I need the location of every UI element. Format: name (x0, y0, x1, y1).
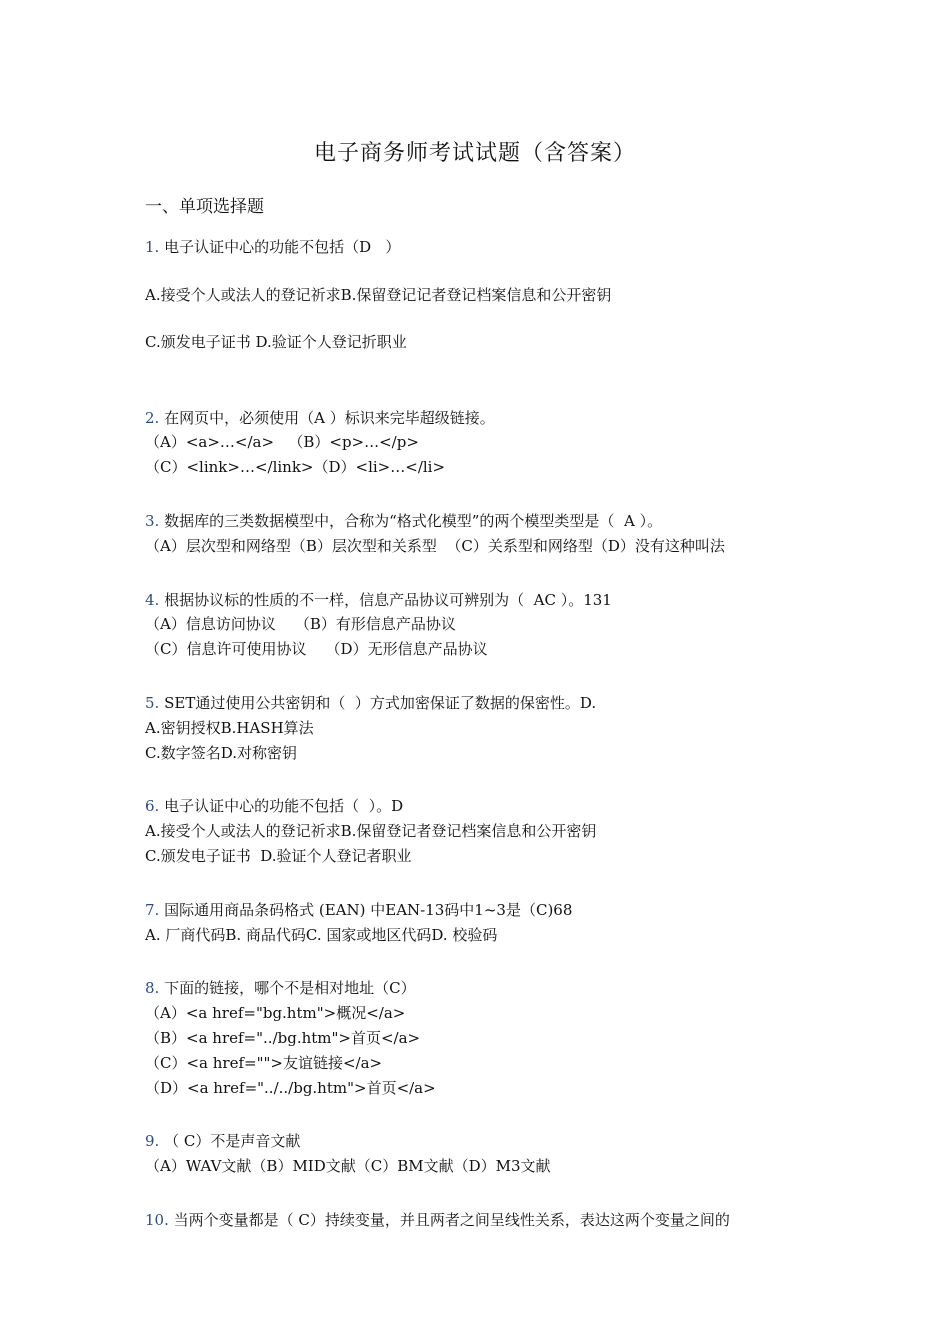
question-text: 数据库的三类数据模型中，合称为“格式化模型”的两个模型类型是（ A ）。 (164, 512, 663, 530)
question-3-option-line: （A）层次型和网络型（B）层次型和关系型 （C）关系型和网络型（D）没有这种叫法 (145, 537, 725, 555)
question-text: （ C）不是声音文献 (164, 1132, 301, 1150)
question-number: 3 (145, 512, 155, 530)
question-7-option-line: A. 厂商代码B. 商品代码C. 国家或地区代码D. 校验码 (145, 926, 498, 944)
question-number: 1 (145, 238, 155, 256)
question-1: 1. 电子认证中心的功能不包括（D ） (145, 238, 401, 256)
question-2: 2. 在网页中，必须使用（A ）标识来完毕超级链接。 (145, 409, 495, 427)
question-7: 7. 国际通用商品条码格式 (EAN) 中EAN-13码中1~3是（C)68 (145, 901, 573, 919)
document-title: 电子商务师考试试题（含答案） (313, 141, 636, 166)
question-1-option-line: C.颁发电子证书 D.验证个人登记折职业 (145, 333, 407, 351)
question-5-option-line: A.密钥授权B.HASH算法 (145, 719, 314, 737)
question-10: 10. 当两个变量都是（ C）持续变量，并且两者之间呈线性关系，表达这两个变量之间的 (145, 1211, 730, 1229)
question-9-option-line: （A）WAV文献（B）MID文献（C）BM文献（D）M3文献 (145, 1157, 551, 1175)
question-9: 9. （ C）不是声音文献 (145, 1132, 301, 1150)
question-text: 电子认证中心的功能不包括（ ）。D (164, 797, 404, 815)
question-3: 3. 数据库的三类数据模型中，合称为“格式化模型”的两个模型类型是（ A ）。 (145, 512, 663, 530)
question-8-option-line: （B）<a href="../bg.htm">首页</a> (145, 1029, 421, 1047)
question-8-option-line: （C）<a href="">友谊链接</a> (145, 1054, 383, 1072)
question-8-option-line: （A）<a href="bg.htm">概况</a> (145, 1004, 406, 1022)
question-6-option-line: C.颁发电子证书 D.验证个人登记者职业 (145, 847, 412, 865)
question-2-option-line: （C）<link>…</link>（D）<li>…</li> (145, 458, 446, 476)
question-text: 国际通用商品条码格式 (EAN) 中EAN-13码中1~3是（C)68 (164, 901, 573, 919)
question-4-option-line: （A）信息访问协议 （B）有形信息产品协议 (145, 615, 456, 633)
question-6-option-line: A.接受个人或法人的登记祈求B.保留登记者登记档案信息和公开密钥 (145, 822, 597, 840)
question-number: 6 (145, 797, 155, 815)
question-text: SET通过使用公共密钥和（ ）方式加密保证了数据的保密性。D. (164, 694, 597, 712)
question-number: 4 (145, 591, 155, 609)
question-8: 8. 下面的链接，哪个不是相对地址（C） (145, 979, 416, 997)
question-2-option-line: （A）<a>…</a> （B）<p>…</p> (145, 433, 419, 451)
question-4: 4. 根据协议标的性质的不一样，信息产品协议可辨别为（ AC ）。131 (145, 591, 612, 609)
question-1-option-line: A.接受个人或法人的登记祈求B.保留登记记者登记档案信息和公开密钥 (145, 286, 612, 304)
question-text: 在网页中，必须使用（A ）标识来完毕超级链接。 (164, 409, 495, 427)
question-5-option-line: C.数字签名D.对称密钥 (145, 744, 297, 762)
question-number: 9 (145, 1132, 155, 1150)
section-heading: 一、单项选择题 (145, 197, 264, 217)
question-8-option-line: （D）<a href="../../bg.htm">首页</a> (145, 1079, 436, 1097)
question-text: 电子认证中心的功能不包括（D ） (164, 238, 401, 256)
question-number: 8 (145, 979, 155, 997)
question-text: 当两个变量都是（ C）持续变量，并且两者之间呈线性关系，表达这两个变量之间的 (173, 1211, 730, 1229)
question-number: 10 (145, 1211, 165, 1229)
question-number: 5 (145, 694, 155, 712)
question-text: 根据协议标的性质的不一样，信息产品协议可辨别为（ AC ）。131 (164, 591, 612, 609)
question-text: 下面的链接，哪个不是相对地址（C） (164, 979, 416, 997)
question-number: 7 (145, 901, 155, 919)
question-number: 2 (145, 409, 155, 427)
question-5: 5. SET通过使用公共密钥和（ ）方式加密保证了数据的保密性。D. (145, 694, 597, 712)
question-6: 6. 电子认证中心的功能不包括（ ）。D (145, 797, 404, 815)
question-4-option-line: （C）信息许可使用协议 （D）无形信息产品协议 (145, 640, 488, 658)
